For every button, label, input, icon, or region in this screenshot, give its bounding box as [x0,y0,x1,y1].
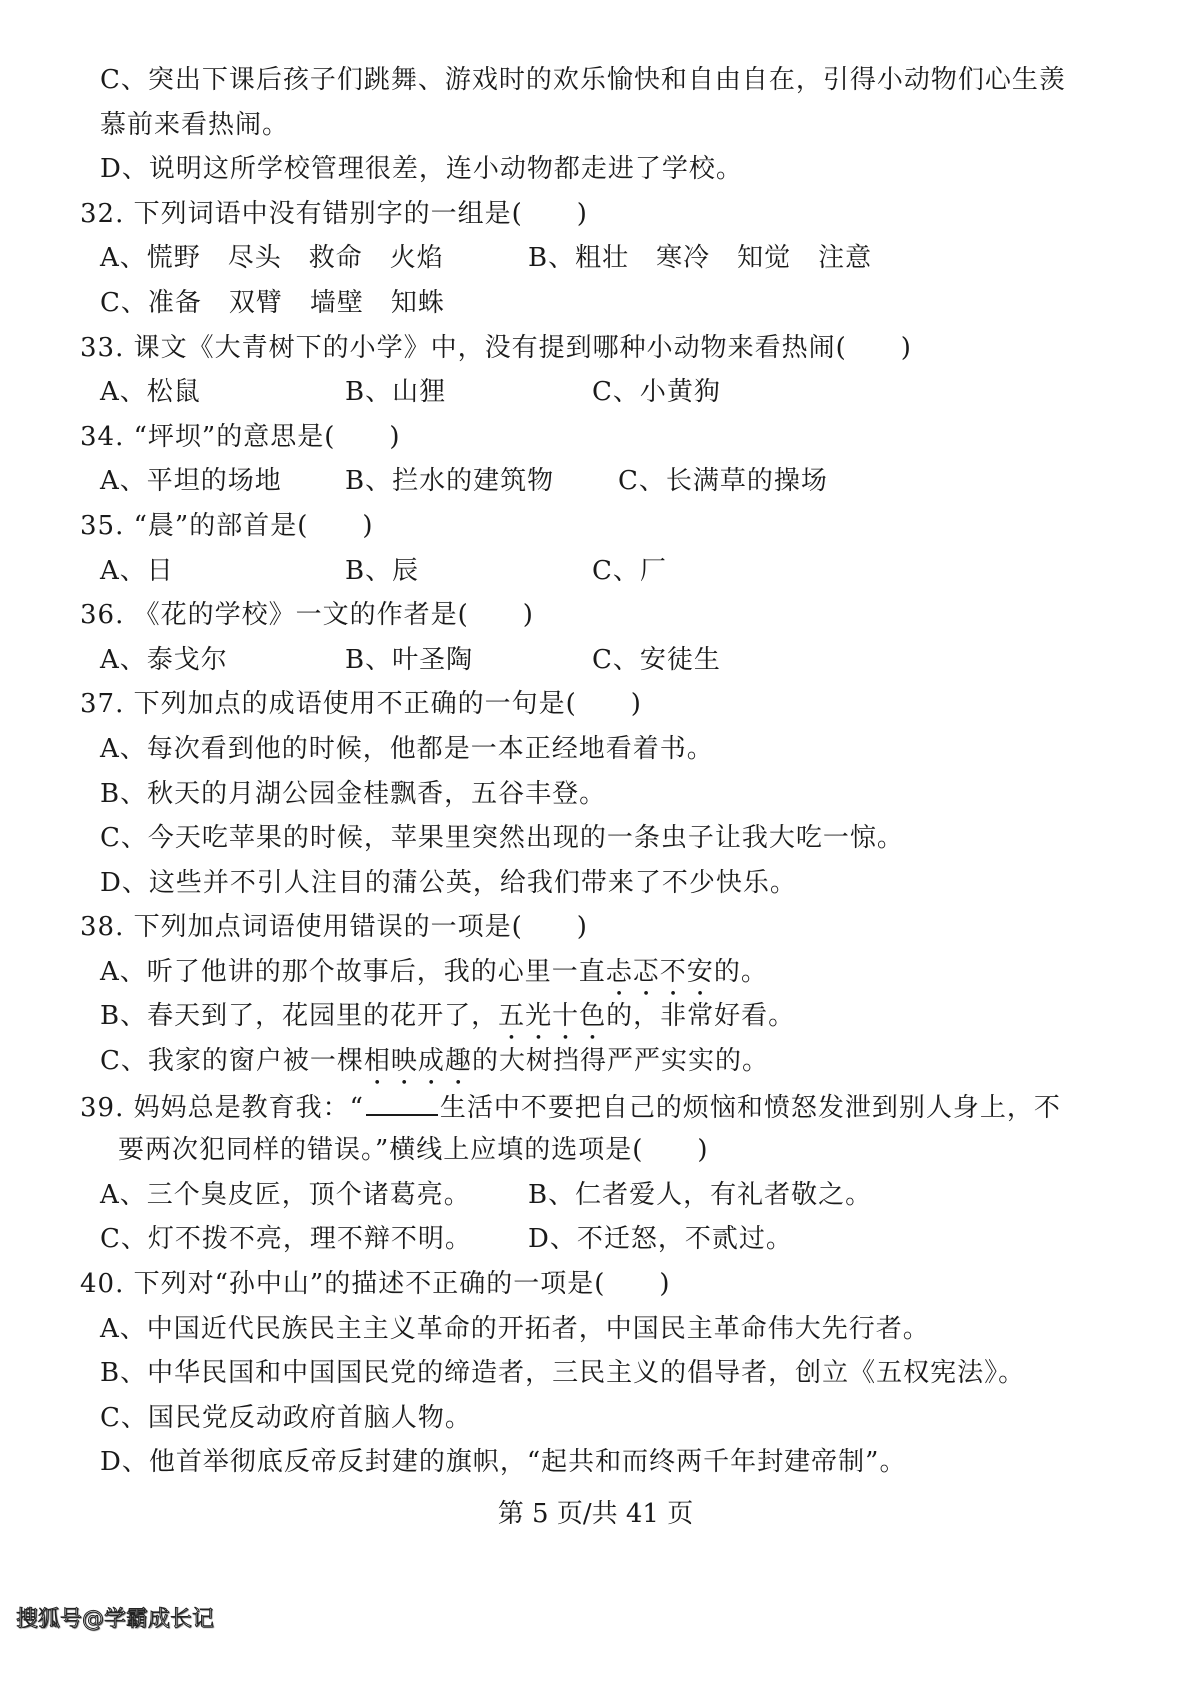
option-text: 秋天的月湖公园金桂飘香，五谷丰登。 [147,778,607,809]
option-c [100,1217,472,1262]
option-text: 慕前来看热闹。 [100,109,290,140]
emphasized-word: 五光十色 [498,1001,607,1032]
option-row [0,281,1191,326]
option-b [345,638,473,683]
option-c [0,1396,1191,1441]
option-label: A、 [100,243,147,274]
option-text: 日 [146,555,174,586]
option-a [0,727,1191,772]
stem-text: 39. 妈妈总是教育我：“ [80,1092,364,1123]
option-c [592,370,721,415]
option-b [528,236,872,281]
option-d [0,147,1191,192]
option-label: A、 [100,1313,147,1344]
option-label: A、 [100,466,147,497]
option-label: D、 [100,867,149,898]
option-label: A、 [100,956,147,987]
option-c-continued [0,103,1191,148]
question-stem: 34. “坪坝”的意思是( ) [80,421,401,452]
option-label: A、 [100,733,147,764]
option-label: C、 [592,555,640,586]
question-34 [0,415,1191,504]
question-36 [0,593,1191,682]
option-label: B、 [345,466,393,497]
option-text: 粗壮 寒冷 知觉 注意 [575,243,873,274]
emphasized-word: 相映成趣 [363,1046,472,1077]
page-footer: 第 5 页/共 41 页 [497,1499,694,1529]
option-text: 长满草的操场 [665,466,828,497]
question-stem: 37. 下列加点的成语使用不正确的一句是( ) [80,689,642,720]
option-label: A、 [100,1179,147,1210]
option-c [0,58,1191,103]
question-33 [0,326,1191,415]
option-c [0,1039,1191,1084]
option-label: A、 [100,555,147,586]
option-c [592,549,667,594]
question-stem: 36. 《花的学校》一文的作者是( ) [80,600,534,631]
option-text: 准备 双臂 墙壁 知蛛 [147,287,445,318]
option-c [618,459,828,504]
emphasized-word: 忐忑不安 [605,956,714,987]
option-b [345,459,554,504]
option-label: C、 [100,823,148,854]
option-label: C、 [100,287,148,318]
question-stem: 33. 课文《大青树下的小学》中，没有提到哪种小动物来看热闹( ) [80,332,912,363]
option-a [100,236,444,281]
option-label: B、 [528,1179,576,1210]
option-text: 春天到了，花园里的花开了， [147,1001,499,1032]
question-38 [0,905,1191,1083]
option-label: C、 [100,1402,148,1433]
exam-page [0,58,1191,1485]
question-37 [0,682,1191,905]
option-text: 每次看到他的时候，他都是一本正经地看着书。 [146,733,714,764]
option-label: B、 [345,644,393,675]
option-a [0,1307,1191,1352]
option-text: 听了他讲的那个故事后，我的心里一直 [146,956,606,987]
option-text: 说明这所学校管理很差，连小动物都走进了学校。 [148,154,743,185]
option-text: 我家的窗户被一棵 [147,1046,364,1077]
option-text: 不迁怒，不贰过。 [576,1224,793,1255]
option-label: D、 [100,1447,149,1478]
option-row [0,236,1191,281]
option-a [100,638,228,683]
question-stem: 35. “晨”的部首是( ) [80,510,374,541]
option-a [100,459,282,504]
option-text: 厂 [639,555,667,586]
option-a [100,1173,471,1218]
option-text: 今天吃苹果的时候，苹果里突然出现的一条虫子让我大吃一惊。 [147,823,904,854]
option-label: B、 [345,377,393,408]
option-row [0,549,1191,594]
option-label: B、 [100,1358,148,1389]
option-d [528,1217,793,1262]
option-a [100,549,174,594]
question-stem-continued: 要两次犯同样的错误。”横线上应填的选项是( ) [118,1135,709,1166]
option-label: C、 [100,65,148,95]
option-row [0,638,1191,683]
option-label: A、 [100,644,147,675]
option-c [592,638,721,683]
question-stem [0,1084,1191,1129]
question-stem: 38. 下列加点词语使用错误的一项是( ) [80,912,588,943]
option-b [345,549,419,594]
option-text: 慌野 尽头 救命 火焰 [146,243,444,274]
option-text: 中国近代民族民主主义革命的开拓者，中国民主革命伟大先行者。 [146,1313,930,1344]
option-label: C、 [592,644,640,675]
option-text: 平坦的场地 [146,466,282,497]
option-label: C、 [100,1046,148,1077]
option-label: C、 [592,377,640,408]
option-text: 突出下课后孩子们跳舞、游戏时的欢乐愉快和自由自在，引得小动物们心生羡 [147,65,1066,95]
option-text: 三个臭皮匠，顶个诸葛亮。 [146,1179,471,1210]
question-stem: 32. 下列词语中没有错别字的一组是( ) [80,198,588,229]
answer-blank [366,1084,438,1116]
option-row [0,459,1191,504]
option-text: 的，非常好看。 [606,1001,796,1032]
option-text: 灯不拨不亮，理不辩不明。 [147,1224,472,1255]
question-35 [0,504,1191,593]
option-b [0,1351,1191,1396]
option-text: 安徒生 [639,644,721,675]
option-d [0,1440,1191,1485]
option-label: C、 [618,466,666,497]
option-text: 小黄狗 [639,377,721,408]
option-c [100,281,445,326]
option-label: B、 [528,243,576,274]
option-label: B、 [100,778,148,809]
option-text: 中华民国和中国国民党的缔造者，三民主义的倡导者，创立《五权宪法》。 [147,1358,1026,1389]
option-text: 这些并不引人注目的蒲公英，给我们带来了不少快乐。 [148,867,797,898]
question-31 [0,58,1191,192]
option-text: 他首举彻底反帝反封建的旗帜，“起共和而终两千年封建帝制”。 [148,1447,907,1478]
option-b [345,370,446,415]
option-label: D、 [100,154,149,185]
option-row [0,1173,1191,1218]
option-row [0,1217,1191,1262]
option-text: 叶圣陶 [392,644,474,675]
stem-text: 生活中不要把自己的烦恼和愤怒发泄到别人身上，不 [439,1092,1061,1123]
option-a [100,370,201,415]
option-text: 拦水的建筑物 [392,466,555,497]
option-text: 松鼠 [146,377,201,408]
option-text: 仁者爱人，有礼者敬之。 [575,1179,873,1210]
option-text: 国民党反动政府首脑人物。 [147,1402,472,1433]
option-label: A、 [100,377,147,408]
option-a [0,950,1191,995]
question-stem: 40. 下列对“孙中山”的描述不正确的一项是( ) [80,1269,671,1300]
option-label: B、 [100,1001,148,1032]
option-row [0,370,1191,415]
question-40 [0,1262,1191,1485]
option-b [0,994,1191,1039]
option-d [0,861,1191,906]
option-label: B、 [345,555,393,586]
question-32 [0,192,1191,326]
option-b [528,1173,872,1218]
question-39 [0,1084,1191,1262]
option-text: 泰戈尔 [146,644,228,675]
option-text: 的大树挡得严严实实的。 [471,1046,769,1077]
option-label: D、 [528,1224,577,1255]
option-c [0,816,1191,861]
watermark: 搜狐号@学霸成长记 [16,1607,215,1632]
option-b [0,772,1191,817]
option-label: C、 [100,1224,148,1255]
option-text: 辰 [392,555,420,586]
option-text: 的。 [713,956,768,987]
option-text: 山狸 [392,377,447,408]
